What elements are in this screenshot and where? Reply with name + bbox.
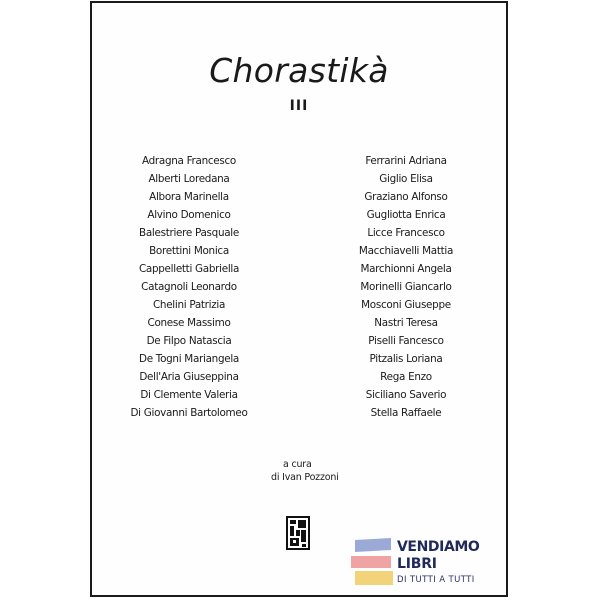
curator-credit [271,458,339,484]
author-name: Stella Raffaele [370,407,442,419]
vendiamo-libri-badge[interactable] [351,536,511,590]
author-name: Graziano Alfonso [364,191,448,203]
author-name: Macchiavelli Mattia [358,245,454,257]
book-stack-icon [351,536,395,590]
author-name: Morinelli Giancarlo [360,281,452,293]
author-name: Giglio Elisa [379,173,433,185]
author-name: Nastri Teresa [374,317,438,329]
curated-label: a cura [283,459,312,470]
author-name: Cappelletti Gabriella [138,263,240,275]
author-list-left [109,152,269,422]
author-name: Ferrarini Adriana [365,155,447,167]
badge-tagline: DI TUTTI A TUTTI [397,575,475,585]
author-name: Rega Enzo [380,371,432,383]
author-name: Siciliano Saverio [365,389,447,401]
author-name: Catagnoli Leonardo [141,281,237,293]
author-name: Mosconi Giuseppe [361,299,451,311]
author-name: Piselli Fancesco [368,335,444,347]
volume-number: III [289,98,309,114]
author-name: Adragna Francesco [142,155,236,167]
author-name: De Filpo Natascia [146,335,232,347]
book-cover [90,1,508,597]
author-name: Albora Marinella [149,191,229,203]
author-name: Marchionni Angela [360,263,452,275]
author-name: De Togni Mariangela [139,353,239,365]
badge-title-line1: VENDIAMO [397,539,480,555]
curator-name: di Ivan Pozzoni [271,472,339,483]
author-name: Balestriere Pasquale [139,227,239,239]
publisher-emblem-icon [286,516,310,550]
author-name: Pitzalis Loriana [369,353,443,365]
author-list-right [326,152,486,422]
author-name: Di Giovanni Bartolomeo [130,407,248,419]
author-name: Alvino Domenico [147,209,231,221]
author-name: Chelini Patrizia [152,299,226,311]
author-name: Di Clemente Valeria [140,389,238,401]
author-name: Gugliotta Enrica [366,209,446,221]
badge-title-line2: LIBRI [397,556,437,572]
author-name: Licce Francesco [367,227,445,239]
author-name: Conese Massimo [147,317,231,329]
author-name: Alberti Loredana [148,173,230,185]
author-name: Borettini Monica [149,245,229,257]
book-title: Chorastikà [209,51,389,90]
author-name: Dell'Aria Giuseppina [139,371,239,383]
